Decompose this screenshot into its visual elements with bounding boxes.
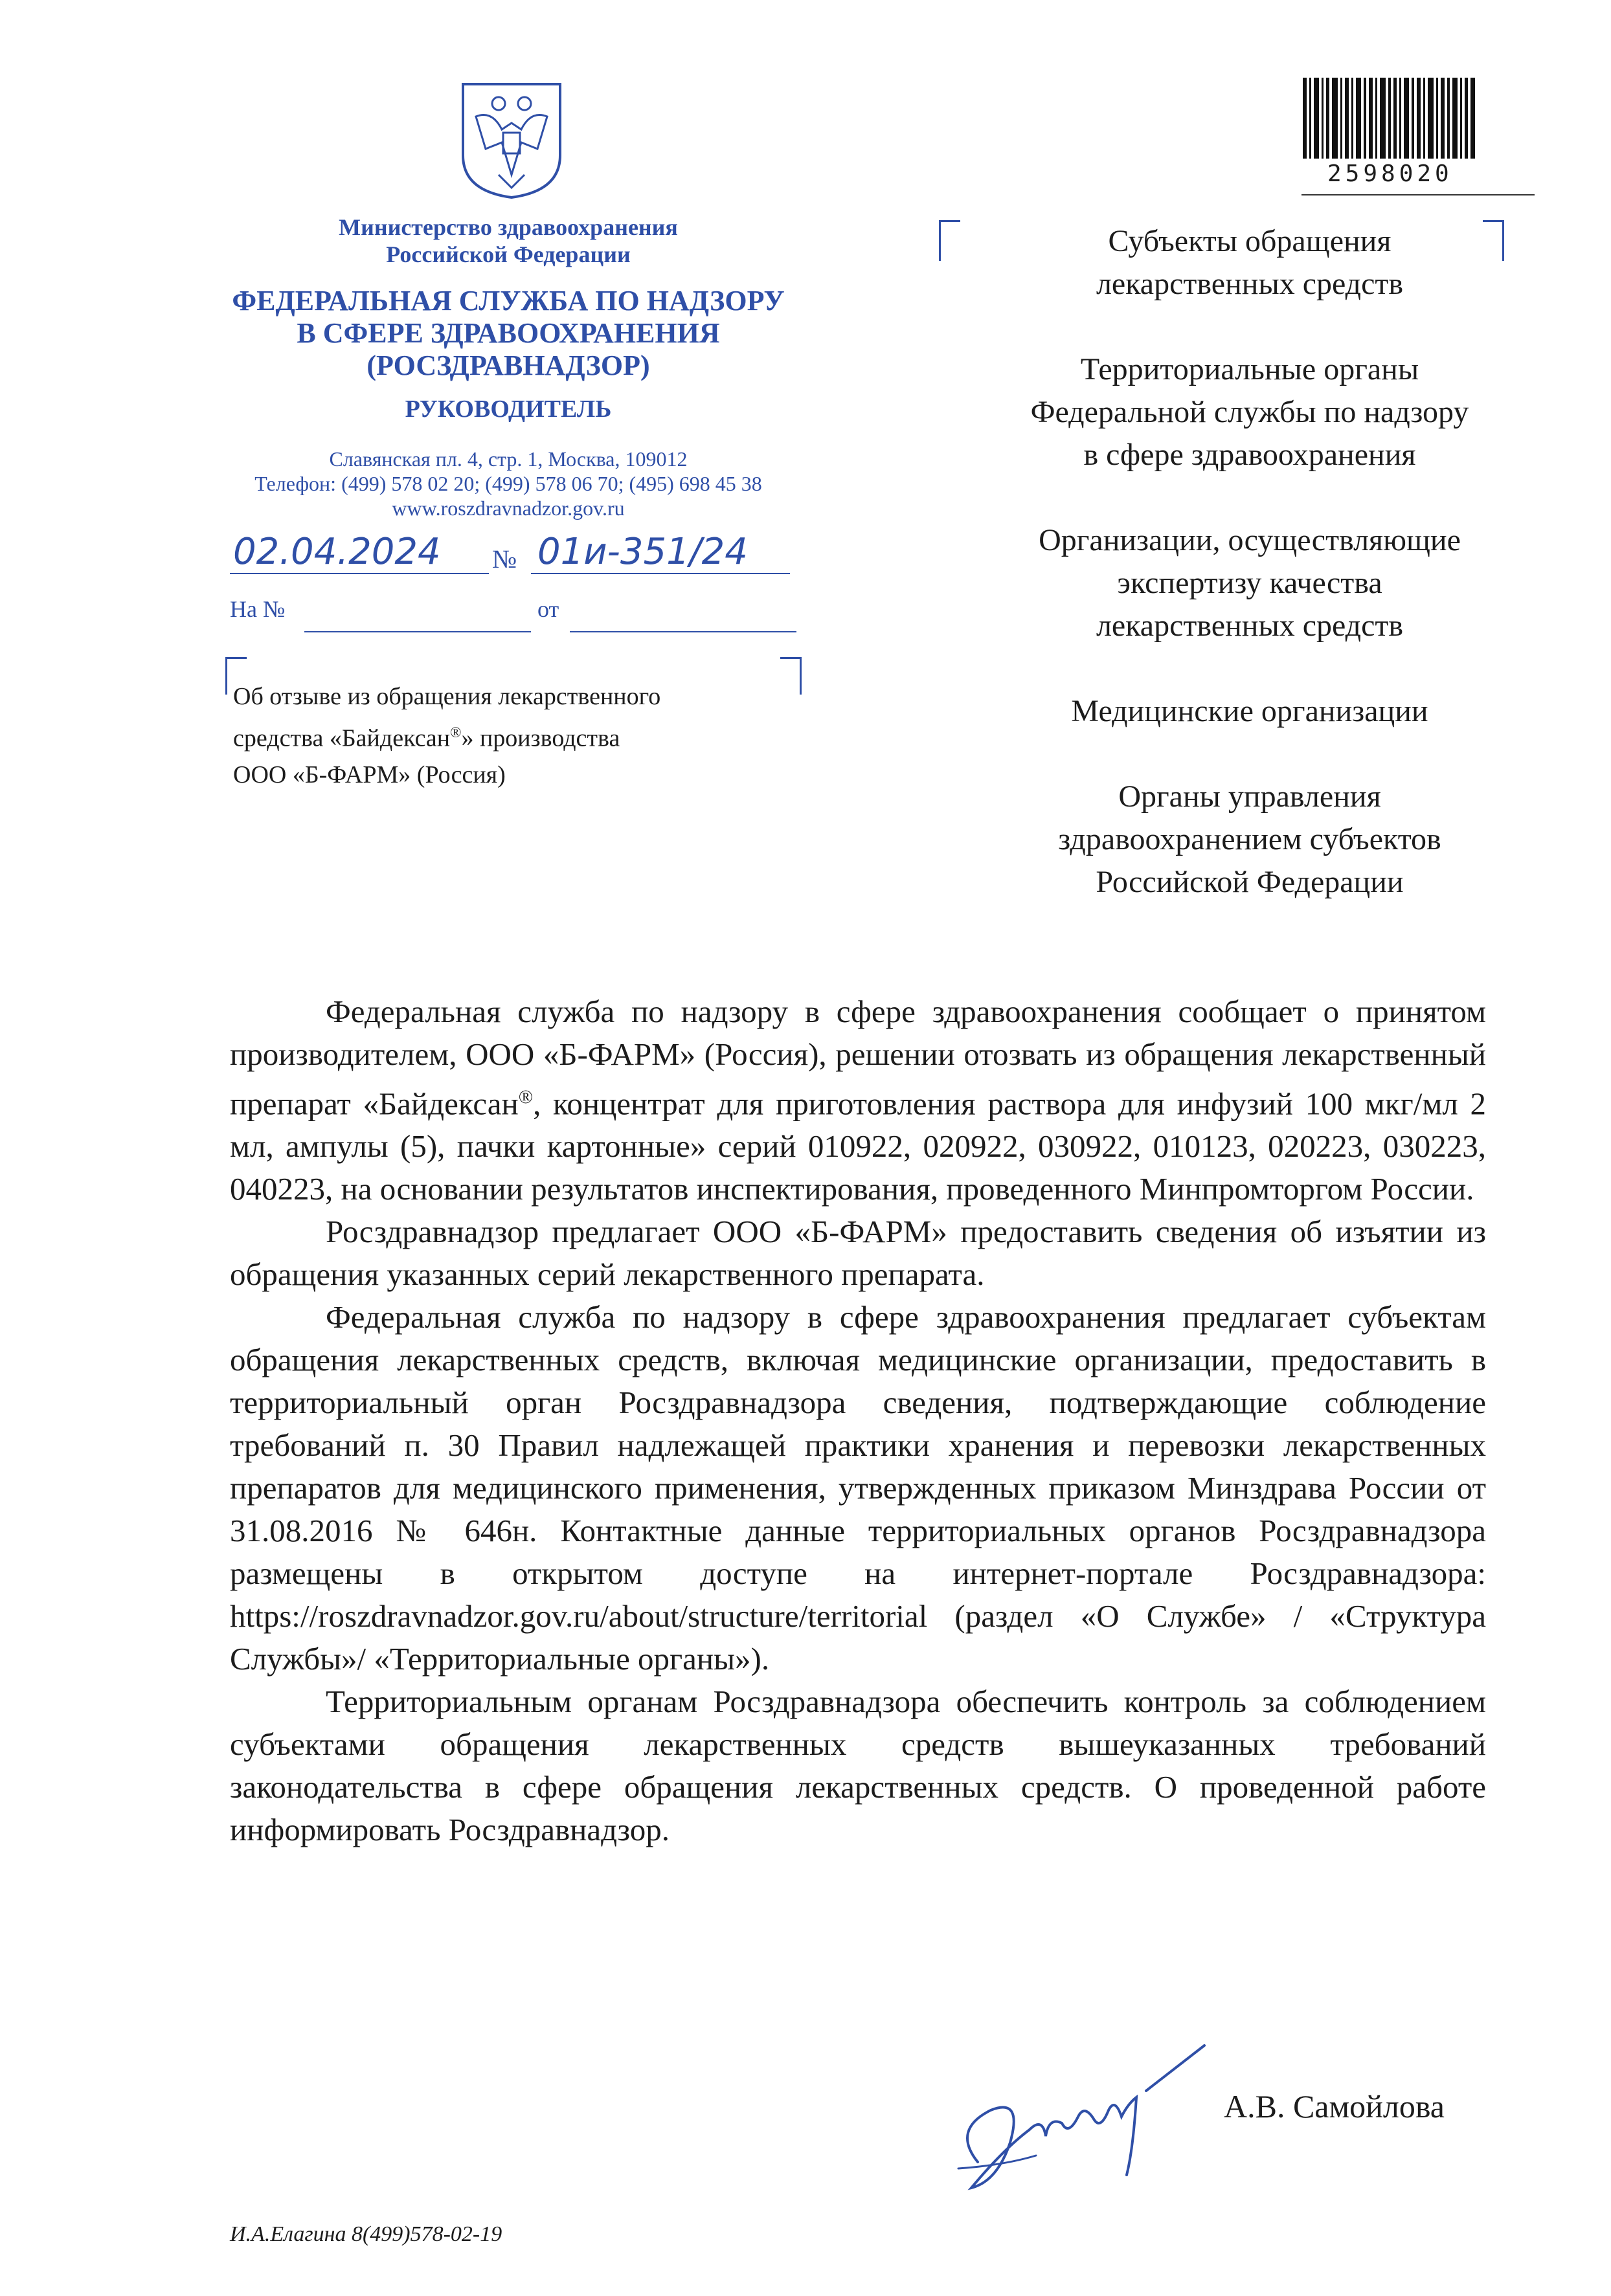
service-name bbox=[185, 285, 832, 382]
recipient-group bbox=[965, 519, 1535, 647]
number-sign: № bbox=[492, 544, 517, 574]
registered-mark: ® bbox=[518, 1087, 534, 1108]
recipient-line: Органы управления bbox=[1118, 779, 1381, 814]
paragraph: Федеральная служба по надзору в сфере здравоохранения предлагает субъектам обращения лекарственных средств, включая медицинские организации, предоставить в территориальный орган Росздравнадзора сведения, подтверждающие соблюдение требований п. 30 Правил надлежащей практики хранения и перевозки лекарственных препаратов для медицинского применения, утвержденных приказом Минздрава России от 31.08.2016 № 646н. Контактные данные территориальных органов Росздравнадзора размещены в открытом доступе на интернет-портале Росздравнадзора: https://roszdravnadzor.gov.ru/about/structure/territorial (раздел «О Службе» / «Структура Службы»/ «Территориальные органы»). bbox=[230, 1299, 1486, 1677]
barcode-underline bbox=[1301, 194, 1535, 195]
registered-mark: ® bbox=[450, 724, 462, 741]
reference-line bbox=[230, 596, 285, 623]
recipients-bracket-left bbox=[939, 220, 960, 261]
coat-of-arms-icon bbox=[456, 78, 567, 201]
service-line: ФЕДЕРАЛЬНАЯ СЛУЖБА ПО НАДЗОРУ bbox=[232, 285, 785, 317]
subject-line: ООО «Б-ФАРМ» (Россия) bbox=[233, 761, 506, 788]
subject-line bbox=[233, 715, 783, 757]
number-underline bbox=[531, 573, 790, 574]
recipient-line: Субъекты обращения bbox=[1108, 224, 1391, 258]
ref-number-field bbox=[304, 631, 531, 632]
from-label: от bbox=[537, 596, 559, 622]
phone-line: Телефон: (499) 578 02 20; (499) 578 06 70; (495) 698 45 38 bbox=[254, 472, 762, 495]
ministry-name bbox=[185, 214, 832, 268]
ref-label: На № bbox=[230, 596, 286, 622]
recipient-group bbox=[965, 220, 1535, 306]
handwritten-signature-icon bbox=[939, 2033, 1211, 2201]
recipient-line: Организации, осуществляющие bbox=[1039, 523, 1461, 557]
letter-body bbox=[230, 990, 1486, 1851]
recipient-line: экспертизу качества bbox=[1117, 566, 1382, 600]
barcode-icon bbox=[1301, 78, 1476, 159]
recipient-line: Федеральной службы по надзору bbox=[1030, 395, 1469, 429]
website: www.roszdravnadzor.gov.ru bbox=[392, 496, 625, 520]
recipient-line: в сфере здравоохранения bbox=[1083, 438, 1416, 472]
address-line: Славянская пл. 4, стр. 1, Москва, 109012 bbox=[329, 447, 688, 471]
service-line: В СФЕРЕ ЗДРАВООХРАНЕНИЯ bbox=[297, 317, 720, 349]
date-underline bbox=[230, 573, 489, 574]
barcode-number: 2598020 bbox=[1327, 161, 1453, 187]
head-title: РУКОВОДИТЕЛЬ bbox=[405, 396, 612, 423]
recipient-group bbox=[965, 775, 1535, 904]
recipient-group bbox=[965, 690, 1535, 733]
address-block bbox=[185, 447, 832, 520]
paragraph-text: Федеральная служба по надзору в сфере здравоохранения сообщает о принятом производителем, ООО «Б-ФАРМ» (Россия), решении отозвать из обращения лекарственный препарат «Байдексан bbox=[230, 994, 1486, 1122]
service-line: (РОСЗДРАВНАДЗОР) bbox=[366, 350, 650, 381]
ministry-line: Российской Федерации bbox=[386, 241, 631, 267]
registration-number: 01и-351/24 bbox=[537, 531, 748, 573]
executor-contact: И.А.Елагина 8(499)578-02-19 bbox=[230, 2222, 502, 2246]
recipient-line: Российской Федерации bbox=[1096, 865, 1404, 899]
subject-block bbox=[233, 678, 783, 793]
paragraph: Росздравнадзор предлагает ООО «Б-ФАРМ» предоставить сведения об изъятии из обращения указанных серий лекарственного препарата. bbox=[230, 1214, 1486, 1293]
paragraph: Территориальным органам Росздравнадзора обеспечить контроль за соблюдением субъектами обращения лекарственных средств вышеуказанных требований законодательства в сфере обращения лекарственных средств. О проведенной работе информировать Росздравнадзор. bbox=[230, 1684, 1486, 1848]
signatory-name: А.В. Самойлова bbox=[1224, 2088, 1445, 2124]
recipient-group bbox=[965, 348, 1535, 476]
paragraph bbox=[230, 990, 1486, 1210]
subject-text: » производства bbox=[461, 724, 620, 752]
registration-date: 02.04.2024 bbox=[233, 531, 441, 573]
recipient-line: здравоохранением субъектов bbox=[1058, 822, 1441, 856]
ministry-line: Министерство здравоохранения bbox=[339, 214, 678, 240]
recipient-line: Медицинские организации bbox=[1071, 694, 1428, 728]
recipient-line: лекарственных средств bbox=[1096, 608, 1404, 643]
ref-date-field bbox=[570, 631, 796, 632]
recipients-block bbox=[965, 220, 1535, 946]
recipient-line: лекарственных средств bbox=[1096, 267, 1404, 301]
paragraph-text: , концентрат для приготовления раствора для инфузий 100 мкг/мл 2 мл, ампулы (5), пачки картонные» серий 010922, 020922, 030922, 010123, 020223, 030223, 040223, на основании результатов инспектирования, проведенного Минпромторгом России. bbox=[230, 1086, 1486, 1207]
recipient-line: Территориальные органы bbox=[1080, 352, 1419, 386]
subject-line: Об отзыве из обращения лекарственного bbox=[233, 683, 661, 710]
subject-text: средства «Байдексан bbox=[233, 724, 451, 752]
